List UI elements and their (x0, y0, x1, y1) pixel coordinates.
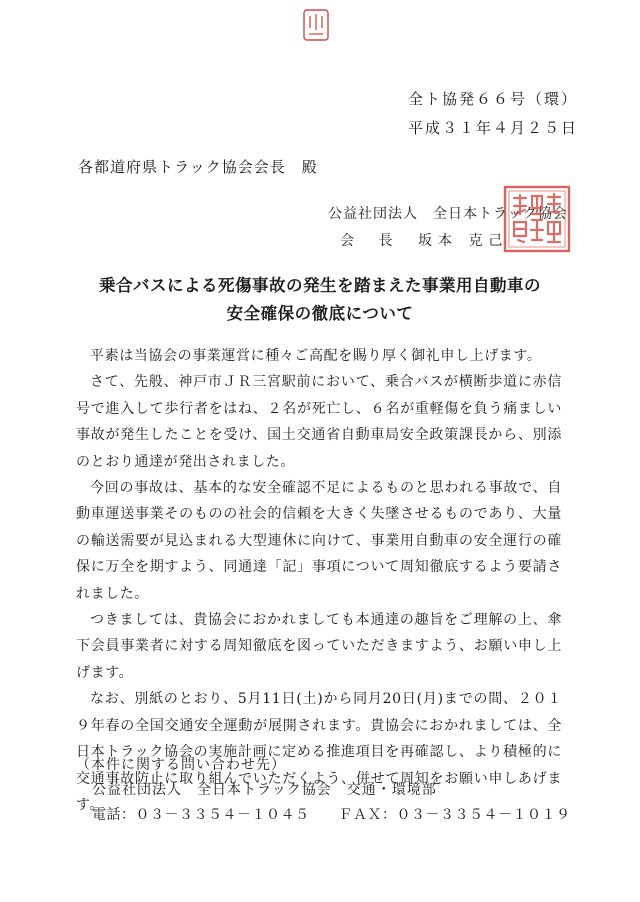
body-paragraph: なお、別紙のとおり、5月11日(土)から同月20日(月)までの間、２０１９年春の全国交通安全運動が展開されます。貴協会におかれましては、全日本トラック協会の実施計画に定める推進項目を再確認し、より積極的に交通事故防止に取り組んでいただくよう、併せて周知をお願い申しあげます。 (76, 691, 562, 813)
body-text (76, 343, 562, 818)
association-seal-icon (502, 184, 572, 254)
contact-organization: 公益社団法人 全日本トラック協会 交通・環境部 (92, 782, 437, 798)
sender-organization: 公益社団法人 全日本トラック協会 (328, 206, 568, 222)
body-paragraph: 今回の事故は、基本的な安全確認不足によるものと思われる事故で、自動車運送事業そのものの社会的信頼を大きく失墜させるものであり、大量の輸送需要が見込まれる大型連休に向けて、事業用自動車の安全運行の確保に万全を期すよう、同通達「記」事項について周知徹底するよう要請されました。 (76, 480, 562, 602)
sender-title: 会 長 (340, 233, 403, 249)
document-title-line-1: 乗合バスによる死傷事故の発生を踏まえた事業用自動車の (99, 276, 541, 295)
contact-heading: （本件に関する問い合わせ先） (76, 757, 286, 773)
body-paragraph: つきましては、貴協会におかれましても本通達の趣旨をご理解の上、傘下会員事業者に対する周知徹底を図っていただきますよう、お願い申し上げます。 (76, 612, 562, 681)
document-title-line-2: 安全確保の徹底について (226, 304, 414, 323)
sender-name: 坂本 克己 (418, 233, 509, 249)
addressee: 各都道府県トラック協会会長 殿 (78, 158, 318, 176)
body-paragraph: 平素は当協会の事業運営に種々ご高配を賜り厚く御礼申し上げます。 (90, 348, 542, 364)
contact-phone-fax: 電話：０３－３３５４－１０４５ ＦＡＸ：０３－３３５４－１０１９ (92, 807, 571, 823)
sender-signature (340, 230, 508, 250)
document-number: 全ト協発６６号（環） (407, 90, 578, 108)
body-paragraph: さて、先般、神戸市ＪＲ三宮駅前において、乗合バスが横断歩道に赤信号で進入して歩行者をはね、２名が死亡し、６名が重軽傷を負う痛ましい事故が発生したことを受け、国土交通省自動車局安全政策課長から、別添のとおり通達が発出されました。 (76, 374, 562, 470)
document-date: 平成３１年４月２５日 (407, 119, 578, 137)
receipt-seal-icon (302, 8, 330, 42)
